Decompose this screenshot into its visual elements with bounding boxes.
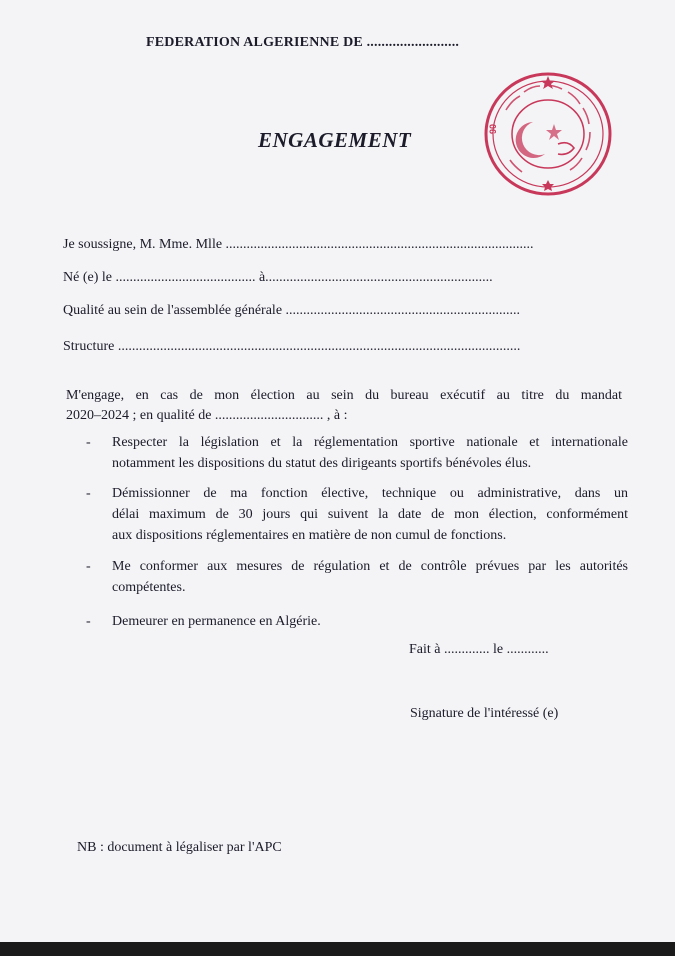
item-1-line-1: Respecter la législation et la réglementation sportive nationale et internationale: [112, 435, 628, 450]
list-item: [86, 483, 628, 546]
field-soussigne: Je soussigne, M. Mme. Mlle ........................................................................................: [63, 237, 534, 252]
item-3-line-2: compétentes.: [112, 580, 186, 595]
fait-a-le: Fait à ............. le ............: [409, 642, 549, 657]
item-2-line-3: aux dispositions réglementaires en matière de non cumul de fonctions.: [112, 528, 507, 543]
bullet-dash: -: [86, 486, 91, 501]
field-ne-le: Né (e) le ........................................ à.................................................................: [63, 270, 493, 285]
engagement-line-2: 2020–2024 ; en qualité de ............................... , à :: [66, 408, 348, 423]
item-1-line-2: notamment les dispositions du statut des dirigeants sportifs bénévoles élus.: [112, 456, 532, 471]
list-item: [86, 432, 628, 474]
engagement-paragraph: [66, 386, 622, 426]
list-item: [86, 556, 628, 598]
document-title: ENGAGEMENT: [258, 128, 412, 152]
item-2-line-2: délai maximum de 30 jours qui suivent la date de mon élection, conformément: [112, 507, 628, 522]
bullet-dash: -: [86, 614, 91, 629]
field-qualite: Qualité au sein de l'assemblée générale ...................................................................: [63, 303, 521, 318]
list-item: [86, 611, 628, 632]
nb-note: NB : document à légaliser par l'APC: [77, 840, 282, 855]
stamp-seal-icon: [478, 70, 618, 200]
field-structure: Structure ...................................................................................................................: [63, 339, 521, 354]
official-stamp: [478, 70, 618, 200]
federation-header: FEDERATION ALGERIENNE DE .........................: [146, 35, 460, 50]
item-2-line-1: Démissionner de ma fonction élective, technique ou administrative, dans un: [112, 486, 628, 501]
item-4-line-1: Demeurer en permanence en Algérie.: [112, 614, 321, 629]
item-3-line-1: Me conformer aux mesures de régulation et de contrôle prévues par les autorités: [112, 559, 628, 574]
bullet-dash: -: [86, 559, 91, 574]
engagement-line-1: M'engage, en cas de mon élection au sein du bureau exécutif au titre du mandat: [66, 388, 622, 403]
signature-label: Signature de l'intéressé (e): [410, 706, 559, 721]
stamp-number: 90: [488, 123, 498, 134]
bullet-dash: -: [86, 435, 91, 450]
